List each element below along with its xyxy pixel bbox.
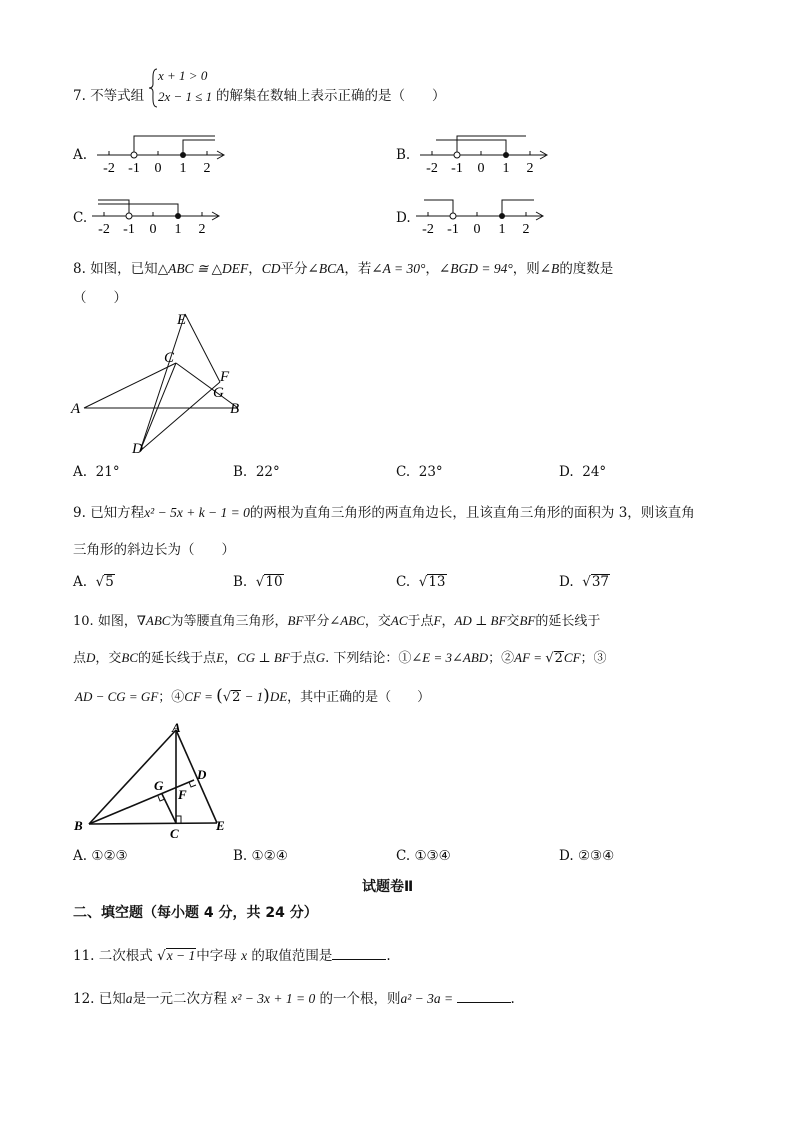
q11-answer-blank[interactable] [332, 947, 386, 960]
q7-number: 7. [73, 88, 86, 104]
q11-text: . [386, 948, 391, 964]
q10-text: ；③ [580, 651, 607, 666]
q8-option-b[interactable] [233, 464, 280, 480]
q10-perp: AD ⊥ BF [454, 613, 507, 628]
section-heading: 二、填空题（每小题 4 分，共 24 分） [73, 905, 318, 921]
option-text: 23° [418, 464, 443, 480]
q10-text: 如图， [97, 614, 137, 629]
q10-conclusion-3: AD − CG = GF [75, 689, 159, 704]
q10-angle: ∠ABC [329, 613, 365, 628]
option-radicand: 10 [265, 574, 283, 590]
q8-angle-bca: ∠BCA [307, 261, 345, 276]
q10-text: 于点 [289, 651, 316, 666]
q10-point: D [86, 650, 96, 665]
q11-text: 二次根式 [98, 948, 153, 964]
q10-text: ；④ [158, 690, 185, 705]
q10-text: ， [224, 651, 238, 666]
tick-label: 2 [526, 161, 534, 174]
q10-text: ，交 [95, 651, 122, 666]
q12-number: 12. [73, 991, 95, 1007]
q7-option-a-numberline[interactable] [95, 128, 230, 174]
q10-text: ， [441, 614, 455, 629]
q11-text: 中字母 [196, 948, 237, 964]
q12-text: 的一个根，则 [319, 991, 401, 1007]
q12-expression: a² − 3a = [400, 991, 457, 1006]
q9-stem [73, 501, 695, 521]
q8-option-a[interactable] [73, 464, 120, 480]
paper-part-title: 试题卷Ⅱ [362, 879, 414, 895]
option-radicand: 5 [105, 574, 114, 590]
q10-text: . 下列结论：① [325, 651, 412, 666]
q10-conclusion-1: ∠E = 3∠ABD [411, 650, 489, 665]
q10-point: F [433, 613, 442, 628]
q7-option-a-letter[interactable]: A. [73, 147, 88, 163]
option-letter: A. [73, 464, 88, 480]
option-letter: C. [396, 464, 411, 480]
q8-text: 平分 [280, 261, 308, 277]
q10-option-c[interactable] [396, 848, 451, 864]
q10-point: G [315, 650, 326, 665]
q10-conclusion-2: AF = [514, 650, 546, 665]
q8-text: 的度数是 [559, 261, 614, 277]
figure-label-b: B [74, 818, 83, 833]
figure-label-g: G [213, 385, 224, 401]
figure-label-a: A [71, 401, 81, 417]
option-letter: A. [73, 848, 88, 864]
q8-figure [68, 308, 248, 458]
q7-system-line1: x + 1 > 0 [158, 68, 208, 83]
q12-text: . [510, 991, 515, 1007]
q8-angle-a: ∠A = 30° [371, 261, 426, 276]
option-letter: C. [396, 574, 411, 590]
q10-text: 点 [73, 651, 87, 666]
q7-option-d-letter[interactable]: D. [396, 210, 411, 226]
q8-congruence: △ABC ≅ △DEF [157, 261, 249, 276]
q10-option-a[interactable] [73, 848, 128, 864]
option-letter: D. [559, 848, 574, 864]
tick-label: 0 [149, 222, 157, 237]
q10-stem-line3: AD − CG = GF；④CF = (√2 − 1)DE，其中正确的是（ ） [75, 686, 431, 706]
option-letter: D. [559, 574, 574, 590]
q8-segment-cd: CD [261, 261, 281, 276]
tick-label: -1 [451, 161, 463, 174]
tick-label: 2 [203, 161, 211, 174]
q7-option-d-numberline[interactable] [414, 192, 549, 238]
figure-label-c: C [164, 350, 175, 366]
option-text: 22° [255, 464, 280, 480]
option-text: ②③④ [577, 848, 615, 864]
q7-option-b-letter[interactable]: B. [396, 147, 411, 163]
q7-option-c-letter[interactable]: C. [73, 210, 88, 226]
q7-text-pre: 不等式组 [90, 88, 145, 104]
option-letter: A. [73, 574, 88, 590]
option-letter: B. [233, 848, 248, 864]
tick-label: -1 [128, 161, 140, 174]
option-text: ①③④ [414, 848, 451, 864]
tick-label: -2 [426, 161, 438, 174]
q10-segment: BF [519, 613, 536, 628]
q7-option-b-numberline[interactable] [418, 128, 553, 174]
q10-text: 为等腰直角三角形， [170, 614, 288, 629]
tick-label: 1 [502, 161, 510, 174]
tick-label: -2 [422, 222, 434, 237]
q9-option-a[interactable]: A. √5 [73, 574, 114, 590]
q8-text: ，若 [344, 261, 372, 277]
q10-option-b[interactable] [233, 848, 288, 864]
q12-stem [73, 987, 515, 1007]
figure-label-d: D [197, 767, 207, 782]
q10-conclusion-2b: CF [563, 650, 581, 665]
q10-number: 10. [73, 614, 94, 629]
figure-label-a: A [172, 720, 181, 735]
q10-stem-line1 [73, 610, 600, 629]
q8-text: ， [425, 261, 439, 277]
q7-option-c-numberline[interactable] [90, 192, 225, 238]
q8-option-d[interactable] [559, 464, 606, 480]
option-radicand: 13 [428, 574, 446, 590]
q12-variable: a [125, 991, 133, 1006]
q9-number: 9. [73, 505, 86, 521]
option-letter: B. [233, 464, 248, 480]
q10-segment: AC [390, 613, 408, 628]
q10-point: E [216, 650, 225, 665]
tick-label: 2 [198, 222, 206, 237]
q8-number: 8. [73, 261, 86, 277]
q9-text: 的两根为直角三角形的两直角边长，且该直角三角形的面积为 3，则该直角 [249, 505, 695, 521]
figure-label-e: E [216, 818, 225, 833]
q10-text: 于点 [407, 614, 434, 629]
tick-label: -2 [103, 161, 115, 174]
figure-label-b: B [230, 401, 240, 417]
q10-conclusion-4: CF = [184, 689, 217, 704]
q10-text: 平分 [303, 614, 330, 629]
q8-angle-bgd: ∠BGD = 94° [438, 261, 513, 276]
tick-label: 0 [473, 222, 481, 237]
option-letter: C. [396, 848, 411, 864]
q8-answer-paren: （ ） [73, 290, 127, 306]
figure-label-e: E [177, 312, 187, 328]
q10-text: 的延长线于 [535, 614, 601, 629]
q11-text: 的取值范围是 [251, 948, 333, 964]
q10-text: ，其中正确的是（ ） [287, 690, 431, 705]
q10-radicand: 2 [232, 690, 241, 705]
q12-text: 是一元二次方程 [132, 991, 228, 1007]
q10-stem-line2: 点D，交BC的延长线于点E，CG ⊥ BF于点G. 下列结论：①∠E = 3∠ABD；②AF = √2CF；③ [73, 650, 607, 666]
q10-radicand: 2 [554, 651, 563, 666]
q8-text: ，则 [512, 261, 540, 277]
q10-text: ；② [488, 651, 515, 666]
q9-option-c[interactable]: C. √13 [396, 574, 446, 590]
tick-label: 0 [477, 161, 485, 174]
q9-stem-line2: 三角形的斜边长为（ ） [73, 542, 235, 558]
q10-figure [70, 720, 240, 842]
q9-equation: x² − 5x + k − 1 = 0 [144, 505, 250, 520]
tick-label: 1 [179, 161, 187, 174]
option-letter: B. [233, 574, 248, 590]
q10-perp: CG ⊥ BF [237, 650, 290, 665]
q8-option-c[interactable] [396, 464, 443, 480]
q11-variable: x [241, 948, 248, 963]
q12-answer-blank[interactable] [457, 990, 511, 1003]
q11-stem: 11. 二次根式 √x − 1中字母 x 的取值范围是 . [73, 948, 391, 964]
q11-number: 11. [73, 948, 95, 964]
q7-text-post: 的解集在数轴上表示正确的是（ ） [216, 88, 446, 104]
q10-segment: BC [121, 650, 139, 665]
q12-equation: x² − 3x + 1 = 0 [231, 991, 316, 1006]
q10-minus-one: − 1 [241, 689, 264, 704]
q12-text: 已知 [98, 991, 126, 1007]
q8-angle-b: ∠B [539, 261, 560, 276]
q7-system-line2: 2x − 1 ≤ 1 [158, 89, 213, 104]
figure-label-c: C [170, 826, 179, 841]
q8-text: 如图，已知 [90, 261, 158, 277]
q9-option-d[interactable]: D. √37 [559, 574, 610, 590]
option-radicand: 37 [591, 574, 610, 590]
tick-label: 2 [522, 222, 530, 237]
q10-text: 的延长线于点 [138, 651, 217, 666]
q8-stem [73, 257, 613, 277]
option-letter: D. [559, 464, 574, 480]
option-text: ①②③ [91, 848, 128, 864]
figure-label-g: G [154, 778, 164, 793]
tick-label: 1 [174, 222, 182, 237]
q10-triangle: ∇ABC [136, 613, 171, 628]
q9-option-b[interactable]: B. √10 [233, 574, 283, 590]
option-text: 24° [582, 464, 607, 480]
q7-system-brace [148, 68, 158, 108]
tick-label: 0 [154, 161, 162, 174]
q10-text: ，交 [364, 614, 391, 629]
q10-option-d[interactable] [559, 848, 614, 864]
q10-text: 交 [506, 614, 520, 629]
q11-radicand: x − 1 [166, 948, 196, 963]
q7-stem [73, 84, 144, 104]
q9-text: 已知方程 [90, 505, 145, 521]
q8-text: ， [248, 261, 262, 277]
tick-label: 1 [498, 222, 506, 237]
option-text: ①②④ [251, 848, 288, 864]
tick-label: -1 [447, 222, 459, 237]
option-text: 21° [95, 464, 120, 480]
figure-label-f: F [178, 787, 187, 802]
tick-label: -1 [123, 222, 135, 237]
q10-segment: BF [287, 613, 304, 628]
tick-label: -2 [98, 222, 110, 237]
figure-label-d: D [132, 441, 143, 457]
figure-label-f: F [220, 369, 230, 385]
q10-conclusion-4b: DE [269, 689, 288, 704]
